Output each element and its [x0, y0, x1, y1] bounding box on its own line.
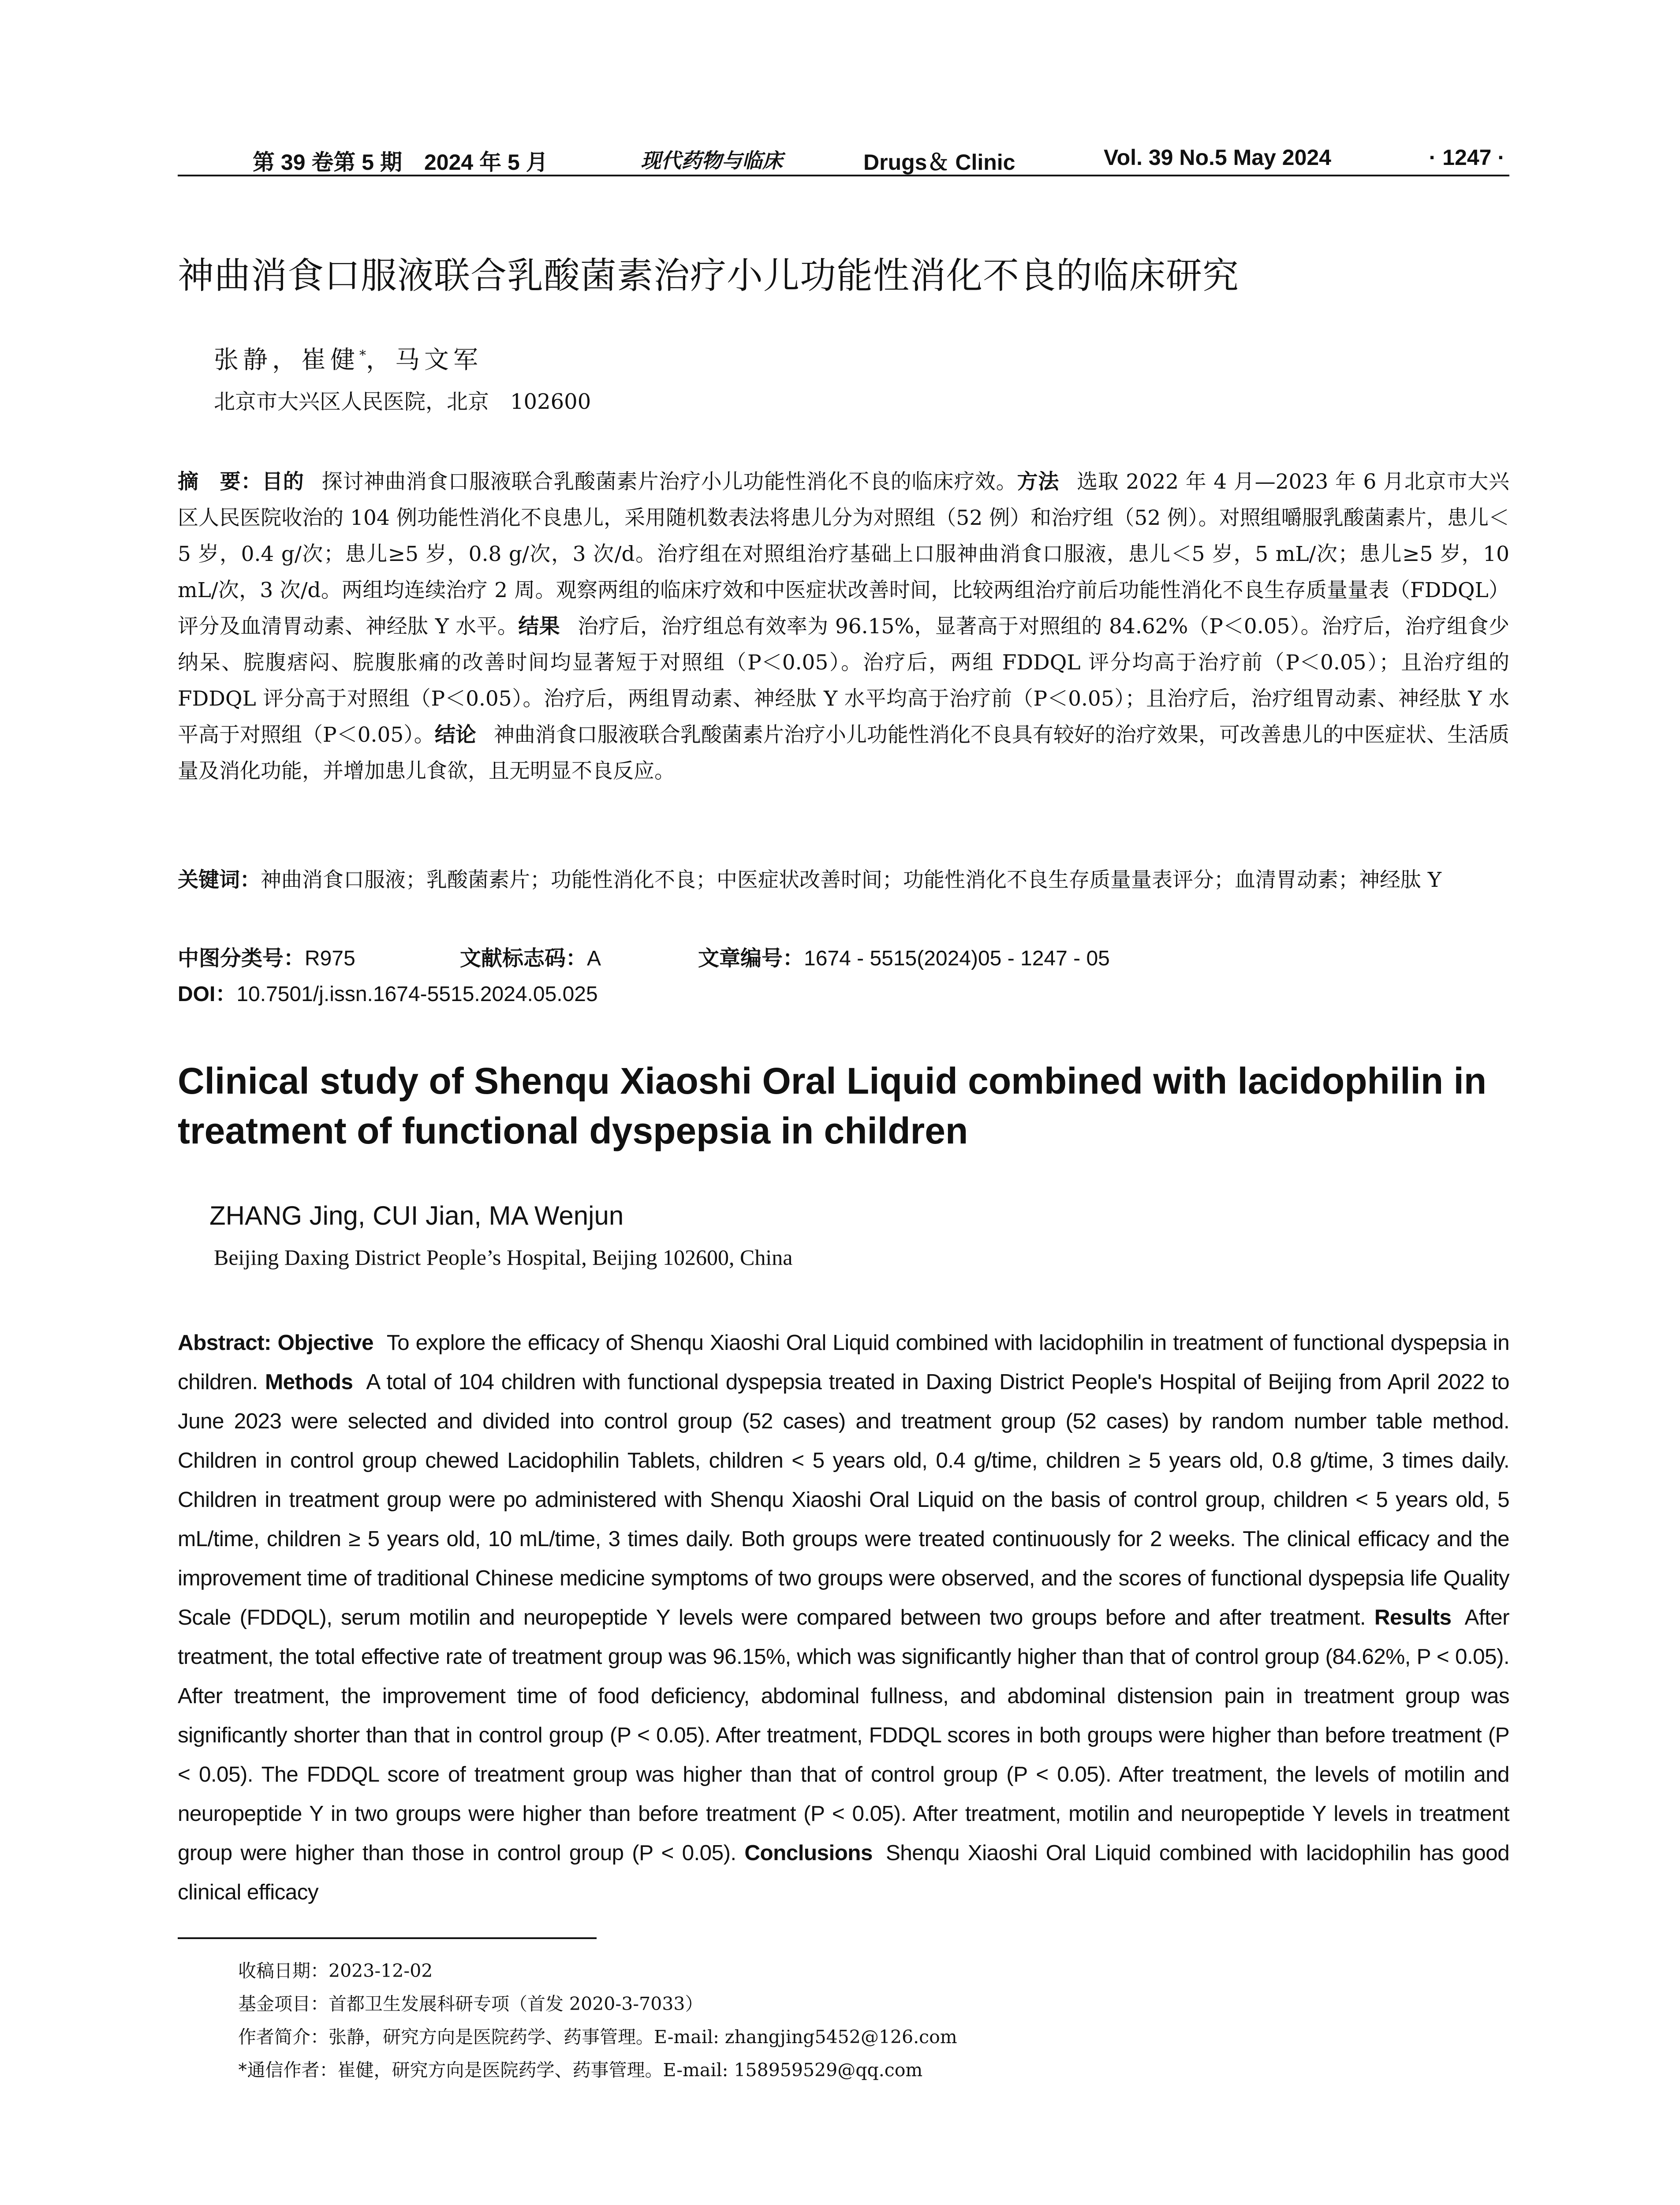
abstract-cn — [178, 464, 1509, 789]
clc-value: R975 — [305, 947, 355, 970]
abstract-cn-label: 摘 要： — [178, 470, 262, 494]
doc-code-group — [460, 941, 601, 972]
affiliation-cn: 北京市大兴区人民医院，北京 102600 — [214, 389, 591, 414]
abstract-en-methods-label: Methods — [265, 1370, 353, 1394]
classification-line — [178, 941, 1509, 972]
abstract-cn-methods-label: 方法 — [1017, 470, 1060, 494]
corresponding-label: *通信作者： — [238, 2059, 338, 2081]
abstract-en-conclusions-label: Conclusions — [744, 1841, 873, 1865]
author-bio-label: 作者简介： — [238, 2026, 329, 2048]
authors-en: ZHANG Jing, CUI Jian, MA Wenjun — [209, 1201, 624, 1230]
keywords-cn-text: 神曲消食口服液；乳酸菌素片；功能性消化不良；中医症状改善时间；功能性消化不良生存质量量表评分；血清胃动素；神经肽 Y — [261, 868, 1441, 892]
abstract-en-methods: A total of 104 children with functional dyspepsia treated in Daxing District People's Hospital of Beijing from April 2022 to June 2023 were selected and divided into control group (52 cases) and treatment group (52 cases) by random number table method. Children in control group chewed Lacidophilin Tablets, children < 5 years old, 0.4 g/time, children ≥ 5 years old, 0.8 g/time, 3 times daily. Children in treatment group were po administered with Shenqu Xiaoshi Oral Liquid on the basis of control group, children < 5 years old, 5 mL/time, children ≥ 5 years old, 10 mL/time, 3 times daily. Both groups were treated continuously for 2 weeks. The clinical efficacy and the improvement time of traditional Chinese medicine symptoms of two groups were observed, and the scores of functional dyspepsia life Quality Scale (FDDQL), serum motilin and neuropeptide Y levels were compared between two groups before and after treatment. — [178, 1370, 1509, 1629]
header-volume-cn: 第 39 卷第 5 期 2024 年 5 月 — [253, 150, 548, 175]
title-cn: 神曲消食口服液联合乳酸菌素治疗小儿功能性消化不良的临床研究 — [178, 255, 1239, 297]
author-bio-text: 张静，研究方向是医院药学、药事管理。E-mail: zhangjing5452@126.com — [329, 2026, 957, 2048]
footnote-fund — [238, 1988, 1473, 2021]
footnote-corresponding — [238, 2054, 1473, 2087]
abstract-cn-results: 治疗后，治疗组总有效率为 96.15%，显著高于对照组的 84.62%（P＜0.05）。治疗后，治疗组食少纳呆、脘腹痞闷、脘腹胀痛的改善时间均显著短于对照组（P＜0.05）。治疗后，两组 FDDQL 评分均高于治疗前（P＜0.05）；且治疗组的 FDDQL 评分高于对照组（P＜0.05）。治疗后，两组胃动素、神经肽 Y 水平均高于治疗前（P＜0.05）；且治疗后，治疗组胃动素、神经肽 Y 水平高于对照组（P＜0.05）。 — [178, 614, 1509, 747]
footnote-received — [238, 1955, 1473, 1988]
title-en: Clinical study of Shenqu Xiaoshi Oral Liquid combined with lacidophilin in treatment of functional dyspepsia in children — [178, 1060, 1487, 1151]
doi-line — [178, 977, 1509, 1007]
received-label: 收稿日期： — [238, 1960, 329, 1981]
authors-cn-first: 张静，崔健 — [214, 346, 359, 374]
article-number-value: 1674 - 5515(2024)05 - 1247 - 05 — [804, 947, 1110, 970]
keywords-cn — [178, 862, 1509, 898]
abstract-cn-methods: 选取 2022 年 4 月—2023 年 6 月北京市大兴区人民医院收治的 104 例功能性消化不良患儿，采用随机数表法将患儿分为对照组（52 例）和治疗组（52 例）。对照组嚼服乳酸菌素片，患儿＜5 岁，0.4 g/次；患儿≥5 岁，0.8 g/次，3 次/d。治疗组在对照组治疗基础上口服神曲消食口服液，患儿＜5 岁，5 mL/次；患儿≥5 岁，10 mL/次，3 次/d。两组均连续治疗 2 周。观察两组的临床疗效和中医症状改善时间，比较两组治疗前后功能性消化不良生存质量量表（FDDQL）评分及血清胃动素、神经肽 Y 水平。 — [178, 470, 1510, 639]
footnote-rule — [178, 1937, 597, 1939]
abstract-en-label: Abstract: — [178, 1330, 271, 1355]
doc-code-label: 文献标志码： — [460, 947, 587, 970]
abstract-cn-objective: 探讨神曲消食口服液联合乳酸菌素片治疗小儿功能性消化不良的临床疗效。 — [321, 470, 1017, 494]
fund-text: 首都卫生发展科研专项（首发 2020-3-7033） — [329, 1993, 703, 2014]
received-date: 2023-12-02 — [329, 1960, 433, 1981]
fund-label: 基金项目： — [238, 1993, 329, 2014]
abstract-cn-results-label: 结果 — [518, 614, 560, 639]
header-journal-en: Drugs＆ Clinic — [863, 150, 1015, 175]
abstract-en-results: After treatment, the total effective rate of treatment group was 96.15%, which was significantly higher than that of control group (84.62%, P < 0.05). After treatment, the improvement time of food deficiency, abdominal fullness, and abdominal distension pain in treatment group was significantly shorter than that in control group (P < 0.05). After treatment, FDDQL scores in both groups were higher than before treatment (P < 0.05). The FDDQL score of treatment group was higher than that of control group (P < 0.05). After treatment, the levels of motilin and neuropeptide Y in two groups were higher than before treatment (P < 0.05). After treatment, motilin and neuropeptide Y levels in treatment group were higher than those in control group (P < 0.05). — [178, 1605, 1509, 1865]
footnotes — [238, 1955, 1473, 2087]
affiliation-en: Beijing Daxing District People’s Hospital, Beijing 102600, China — [214, 1245, 793, 1270]
article-number-label: 文章编号： — [698, 947, 804, 970]
header-volume-en: Vol. 39 No.5 May 2024 — [1104, 145, 1331, 170]
abstract-en-objective-label: Objective — [277, 1330, 373, 1355]
abstract-cn-conclusion: 神曲消食口服液联合乳酸菌素片治疗小儿功能性消化不良具有较好的治疗效果，可改善患儿的中医症状、生活质量及消化功能，并增加患儿食欲，且无明显不良反应。 — [178, 723, 1510, 783]
authors-cn-rest: ，马文军 — [366, 346, 482, 374]
clc-group — [178, 947, 355, 970]
abstract-en-objective: To explore the efficacy of Shenqu Xiaoshi Oral Liquid combined with lacidophilin in treatment of functional dyspepsia in children. — [178, 1330, 1509, 1394]
corresponding-mark: * — [359, 348, 366, 363]
authors-cn — [214, 340, 482, 376]
doi-label: DOI： — [178, 983, 237, 1006]
keywords-cn-label: 关键词： — [178, 868, 261, 892]
doc-code-value: A — [587, 947, 601, 970]
abstract-en-results-label: Results — [1374, 1605, 1452, 1629]
abstract-en — [178, 1323, 1509, 1912]
running-header — [178, 140, 1509, 176]
header-journal-cn: 现代药物与临床 — [641, 149, 783, 172]
abstract-en-conclusions: Shenqu Xiaoshi Oral Liquid combined with lacidophilin has good clinical efficacy — [178, 1841, 1510, 1904]
article-number-group — [698, 941, 1110, 972]
abstract-cn-objective-label: 目的 — [262, 470, 304, 494]
clc-label: 中图分类号： — [178, 947, 305, 970]
corresponding-text: 崔健，研究方向是医院药学、药事管理。E-mail: 158959529@qq.com — [337, 2059, 923, 2081]
header-page-number: · 1247 · — [1429, 145, 1505, 170]
doi-value[interactable]: 10.7501/j.issn.1674-5515.2024.05.025 — [236, 983, 598, 1006]
abstract-cn-conclusion-label: 结论 — [434, 723, 476, 747]
footnote-author — [238, 2021, 1473, 2054]
